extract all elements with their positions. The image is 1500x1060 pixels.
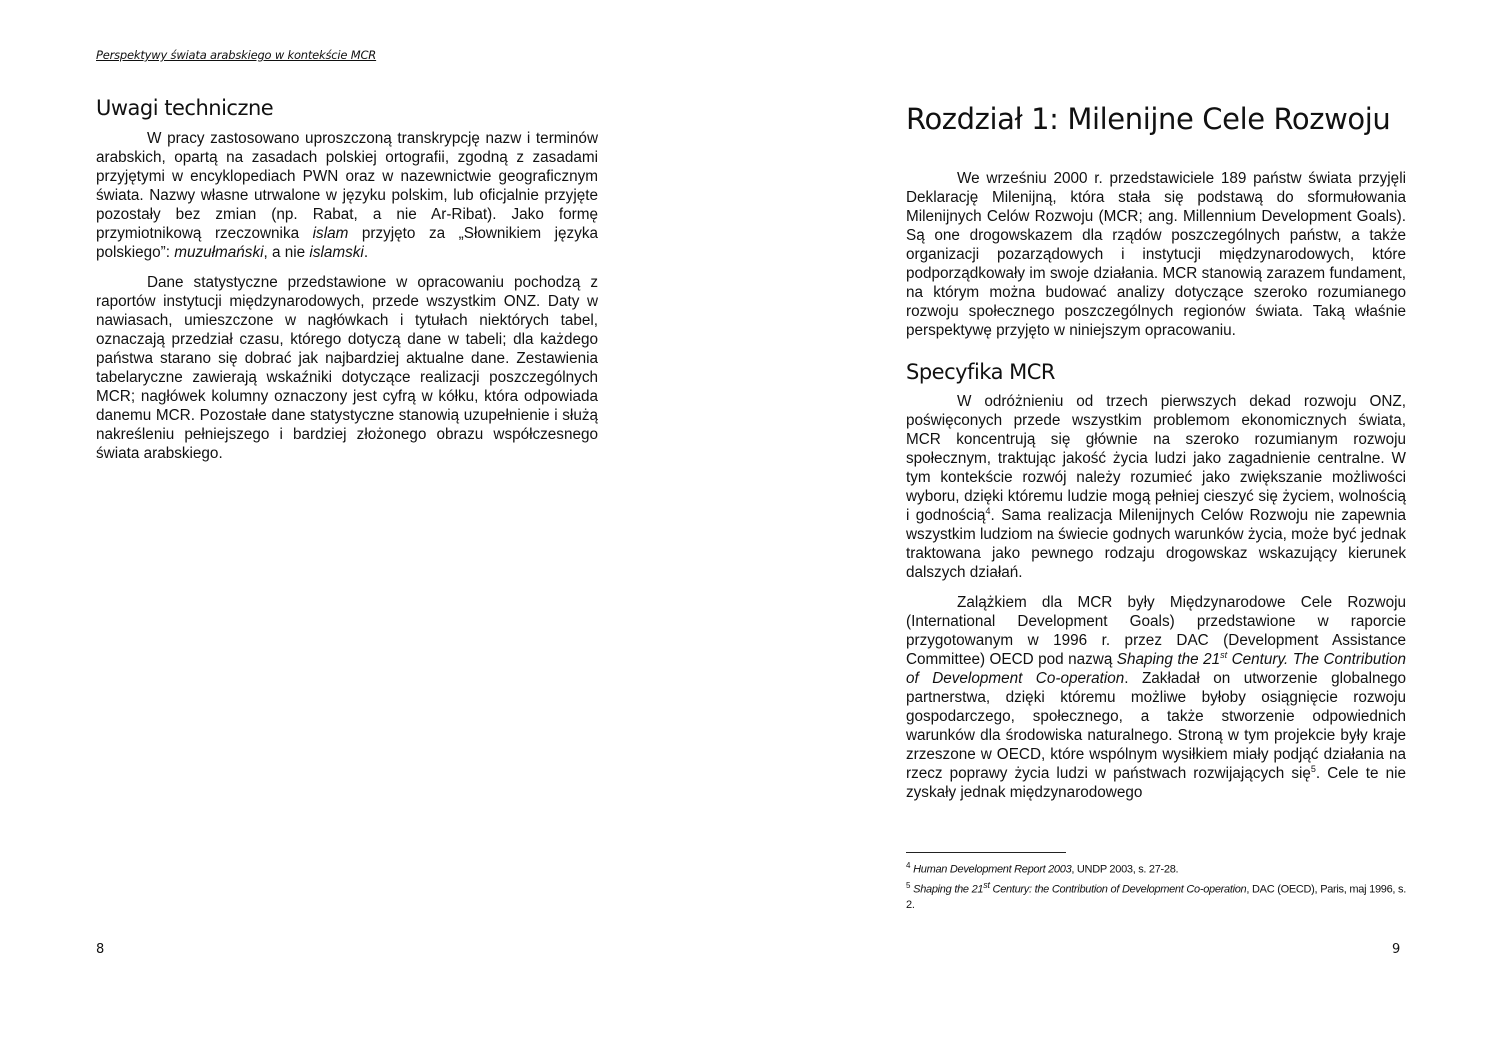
italic-run: Century. The Contribution of Development Co-operation [906,651,1406,687]
text-run: przyjęto za „Słownikiem języka polskiego”: [96,225,598,261]
right-text-column [906,96,1406,813]
footnote-ref: 4 [985,505,991,516]
paragraph [96,129,598,262]
left-text-column [96,96,598,474]
paragraph [906,169,1406,340]
text-run: W odróżnieniu od trzech pierwszych dekad rozwoju ONZ, poświęconych przede wszystkim problemom ekonomicznych świata, MCR koncentrują się głównie na szeroko rozumianym rozwoju społecznym, traktując jakość życia ludzi jako zagadnienie centralne. W tym kontekście rozwój należy rozumieć jako zwiększanie możliwości wyboru, dzięki któremu ludzie mogą pełniej cieszyć się życiem, wolnością i godnością [906,393,1406,524]
subsection-title: Specyfika MCR [906,360,1055,384]
text-run: , DAC (OECD), Paris, maj 1996, s. 2. [906,883,1406,912]
italic-run: Shaping the 21 [913,883,984,896]
italic-run: islamski [309,244,364,261]
italic-run: Shaping the 21 [1116,651,1221,668]
footnote-number: 4 [906,861,911,870]
chapter-title: Rozdział 1: Milenijne Cele Rozwoju [906,102,1391,136]
specyfika-paragraphs [906,392,1406,802]
footnotes [906,852,1406,913]
ordinal-suffix: st [983,879,990,890]
text-run: , a nie [263,244,310,261]
text-run: . [363,244,369,261]
running-header: Perspektywy świata arabskiego w kontekście MCR [96,48,377,62]
text-run: . Cele te nie zyskały jednak międzynarodowego [906,765,1406,801]
paragraph [906,392,1406,582]
footnote [906,858,1406,878]
text-run: . Sama realizacja Milenijnych Celów Rozwoju nie zapewnia wszystkim ludziom na świecie godnych warunków życia, może być jednak traktowana jako pewnego rodzaju drogowskaz wskazujący kierunek dalszych działań. [906,507,1406,581]
intro-paragraphs [906,169,1406,340]
text-run: , UNDP 2003, s. 27-28. [1071,863,1179,876]
footnote-list [906,858,1406,913]
left-paragraphs [96,129,598,463]
ordinal-suffix: st [1220,649,1228,660]
paragraph [96,273,598,463]
footnote-ref: 5 [1310,763,1316,774]
footnote [906,878,1406,914]
italic-run: Century: the Contribution of Development Co-operation [989,883,1247,896]
italic-run: Human Development Report 2003 [913,863,1072,876]
footnote-number: 5 [906,880,911,890]
page-number-right: 9 [1392,942,1401,957]
right-page [750,0,1500,1060]
page-number-left: 8 [96,942,105,957]
text-run: . Zakładał on utworzenie globalnego partnerstwa, dzięki któremu możliwe byłoby osiągnięcie rozwoju gospodarczego, społecznego, a także stworzenie odpowiednich warunków dla środowiska naturalnego. Stroną w tym projekcie były kraje zrzeszone w OECD, które wspólnym wysiłkiem miały podjąć działania na rzecz poprawy życia ludzi w państwach rozwijających się [906,670,1406,782]
footnote-rule [906,852,1066,853]
text-run: W pracy zastosowano uproszczoną transkrypcję nazw i terminów arabskich, opartą na zasadach polskiej ortografii, zgodną z zasadami przyjętymi w encyklopediach PWN oraz w nazewnictwie geograficznym świata. Nazwy własne utrwalone w języku polskim, lub oficjalnie przyjęte pozostały bez zmian (np. Rabat, a nie Ar-Ribat). Jako formę przymiotnikową rzeczownika [96,130,598,242]
italic-run: islam [312,225,349,242]
text-run: We wrześniu 2000 r. przedstawiciele 189 państw świata przyjęli Deklarację Milenijną, która stała się podstawą do sformułowania Milenijnych Celów Rozwoju (MCR; ang. Millennium Development Goals). Są one drogowskazem dla rządów poszczególnych państw, a także organizacji pozarządowych i instytucji międzynarodowych, które podporządkowały im swoje działania. MCR stanowią zarazem fundament, na którym można budować analizy dotyczące szeroko rozumianego rozwoju społecznego poszczególnych regionów świata. Taką właśnie perspektywę przyjęto w niniejszym opracowaniu. [906,170,1406,339]
italic-run: muzułmański [174,244,264,261]
paragraph [906,593,1406,802]
text-run: Dane statystyczne przedstawione w opracowaniu pochodzą z raportów instytucji międzynarodowych, przede wszystkim ONZ. Daty w nawiasach, umieszczone w nagłówkach i tytułach niektórych tabel, oznaczają przedział czasu, którego dotyczą dane w tabeli; dla każdego państwa starano się dobrać jak najbardziej aktualne dane. Zestawienia tabelaryczne zawierają wskaźniki dotyczące realizacji poszczególnych MCR; nagłówek kolumny oznaczony jest cyfrą w kółku, która odpowiada danemu MCR. Pozostałe dane statystyczne stanowią uzupełnienie i służą nakreśleniu pełniejszego i bardziej złożonego obrazu współczesnego świata arabskiego. [96,274,598,462]
text-run: Zalążkiem dla MCR były Międzynarodowe Cele Rozwoju (International Development Goals) przedstawione w raporcie przygotowanym w 1996 r. przez DAC (Development Assistance Committee) OECD pod nazwą [906,594,1406,668]
section-title: Uwagi techniczne [96,96,274,120]
